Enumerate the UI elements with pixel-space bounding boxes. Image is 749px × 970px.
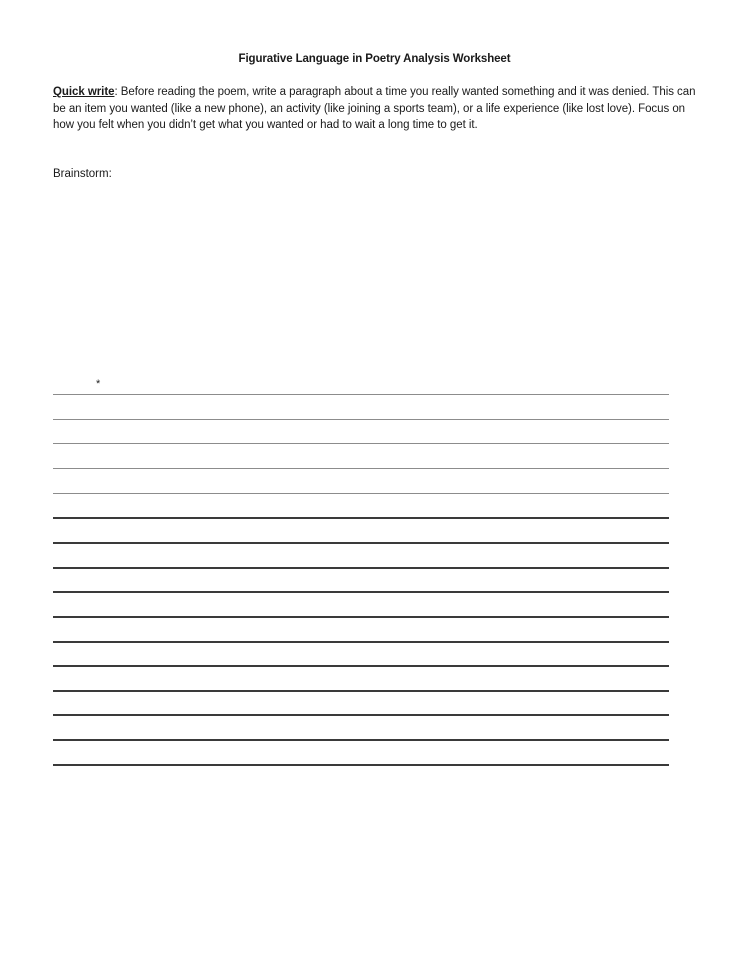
writing-line bbox=[53, 567, 669, 569]
quick-write-instructions bbox=[53, 84, 703, 134]
quick-write-text: : Before reading the poem, write a paragraph about a time you really wanted something and it was denied. This can be an item you wanted (like a new phone), an activity (like joining a sports team), or a life experience (like lost love). Focus on how you felt when you didn’t get what you wanted or had to wait a long time to get it. bbox=[53, 86, 696, 131]
writing-line bbox=[53, 764, 669, 766]
writing-line bbox=[53, 690, 669, 692]
writing-line bbox=[53, 641, 669, 643]
writing-line bbox=[53, 394, 669, 395]
writing-line bbox=[53, 591, 669, 593]
asterisk-mark: * bbox=[96, 378, 101, 390]
writing-line bbox=[53, 542, 669, 544]
writing-line bbox=[53, 665, 669, 667]
worksheet-title: Figurative Language in Poetry Analysis Worksheet bbox=[238, 53, 511, 65]
writing-line bbox=[53, 517, 669, 519]
quick-write-label: Quick write bbox=[53, 86, 115, 98]
writing-line bbox=[53, 468, 669, 469]
writing-line bbox=[53, 493, 669, 494]
writing-line bbox=[53, 714, 669, 716]
writing-line bbox=[53, 419, 669, 420]
writing-line bbox=[53, 616, 669, 618]
writing-line bbox=[53, 739, 669, 741]
brainstorm-label: Brainstorm: bbox=[53, 168, 112, 180]
writing-line bbox=[53, 443, 669, 444]
